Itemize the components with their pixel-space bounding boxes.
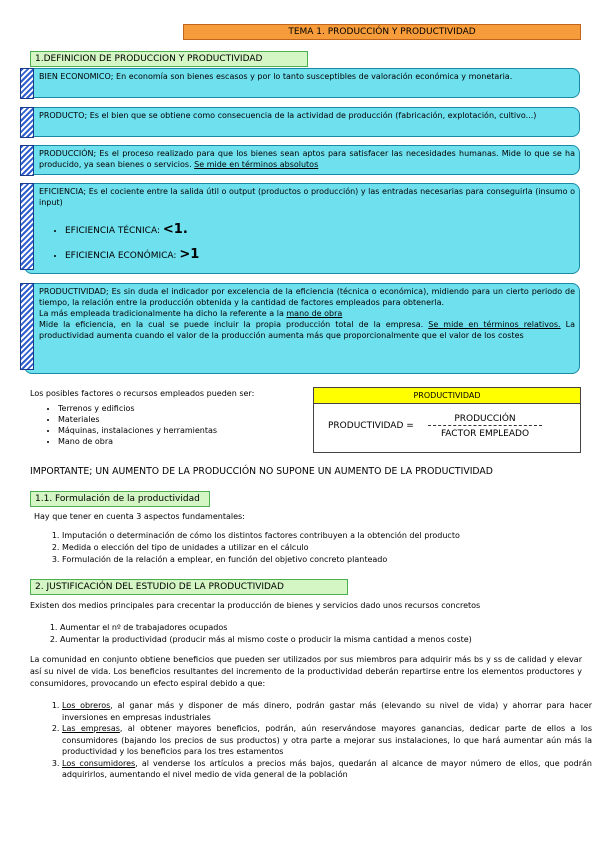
stripe-icon xyxy=(20,183,34,270)
list-item xyxy=(65,218,575,243)
stripe-icon xyxy=(20,107,34,138)
text-empresas: , al obtener mayores beneficios, podrán, aún reservándose mayores ganancias, dedicar parte de ellos a los consumidores (bajando los precios de sus productos) y otra parte a mejorar sus instalaciones, lo que hará aumentar aún más la productividad y los beneficios para los tres estamentos xyxy=(62,724,592,756)
productividad-p2 xyxy=(39,308,575,319)
text-produccion: Es el proceso realizado para que los bienes sean aptos para satisfacer las necesidades humanas. Mide lo que se ha producido, ya sean bienes o servicios. xyxy=(39,149,575,169)
list-item xyxy=(62,723,592,758)
importante-note: IMPORTANTE; UN AUMENTO DE LA PRODUCCIÓN NO SUPONE UN AUMENTO DE LA PRODUCTIVIDAD xyxy=(30,466,493,477)
tecnica-value: <1. xyxy=(162,222,188,237)
section-1-heading: 1.DEFINICION DE PRODUCCION Y PRODUCTIVIDAD xyxy=(30,51,308,67)
factores-block xyxy=(30,389,310,447)
text-bien: En economía son bienes escasos y por lo tanto susceptibles de valoración económica y monetaria. xyxy=(113,72,513,81)
list-item: 1. Aumentar el nº de trabajadores ocupados xyxy=(60,622,590,634)
list-item: • Mano de obra xyxy=(58,436,310,447)
section-2-paragraph: La comunidad en conjunto obtiene beneficios que pueden ser utilizados por sus miembros para adquirir más bs y ss de calidad y elevar así su nivel de vida. Los beneficios resultantes del incremento de la productividad deberán repartirse entre los elementos productores y consumidores, provocando un efecto espiral debido a que: xyxy=(30,655,582,688)
list-item xyxy=(65,243,575,268)
term-eficiencia: EFICIENCIA; xyxy=(39,187,87,196)
productividad-p1 xyxy=(39,286,575,308)
section-1-1-intro: Hay que tener en cuenta 3 aspectos fundamentales: xyxy=(34,512,245,521)
section-1-1-heading: 1.1. Formulación de la productividad xyxy=(30,491,210,507)
term-empresas: Las empresas xyxy=(62,724,120,733)
term-consumidores: Los consumidores xyxy=(62,758,136,768)
list-item: 3. Formulación de la relación a emplear, en función del objetivo concreto planteado xyxy=(62,554,582,566)
list-item: 1. Imputación o determinación de cómo los distintos factores contribuyen a la obtención del producto xyxy=(62,530,582,542)
productividad-text3: Mide la eficiencia, en la cual se puede incluir la propia producción total de la empresa. xyxy=(39,320,429,329)
list-item: 2. Aumentar la productividad (producir más al mismo coste o producir la misma cantidad a menos coste) xyxy=(60,634,590,646)
list-item: • Máquinas, instalaciones y herramientas xyxy=(58,425,310,436)
productividad-formula-box xyxy=(313,387,581,453)
list-item xyxy=(62,758,592,781)
tecnica-label: EFICIENCIA TÉCNICA: xyxy=(65,226,163,236)
stripe-icon xyxy=(20,68,34,99)
term-bien: BIEN ECONOMICO; xyxy=(39,72,114,81)
text-consumidores: , al venderse los artículos a precios más bajos, quedarán al alcance de mayor número de ellos, que podrán adquirirlos, aumentando el nivel medio de vida general de la población xyxy=(62,758,593,779)
formula-box-title: PRODUCTIVIDAD xyxy=(314,388,580,404)
definition-producto xyxy=(24,107,580,137)
eficiencia-list xyxy=(39,218,575,268)
text-obreros: , al ganar más y disponer de más dinero, podrán gastar más (elevando su nivel de vida) y ahorrar para hacer inversiones en empresas industriales xyxy=(62,701,592,722)
definition-bien-economico xyxy=(24,68,580,98)
productividad-text2: La más empleada tradicionalmente ha dicho la referente a la xyxy=(39,309,287,318)
section-1-1-list xyxy=(52,530,582,566)
stripe-icon xyxy=(20,145,34,176)
list-item: • Terrenos y edificios xyxy=(58,403,310,414)
link-mano-de-obra: mano de obra xyxy=(286,309,343,318)
eficiencia-text xyxy=(39,186,575,208)
definition-eficiencia xyxy=(24,183,580,274)
list-item xyxy=(62,700,592,723)
formula-numerator: PRODUCCIÓN xyxy=(428,413,542,426)
economica-value: >1 xyxy=(179,247,200,262)
list-item: • Materiales xyxy=(58,414,310,425)
factores-intro: Los posibles factores o recursos empleados pueden ser: xyxy=(30,389,255,398)
list-item: 2. Medida o elección del tipo de unidades a utilizar en el cálculo xyxy=(62,542,582,554)
factores-list xyxy=(30,403,310,447)
definition-productividad xyxy=(24,283,580,374)
section-2-list xyxy=(50,622,590,646)
productividad-p3 xyxy=(39,319,575,341)
text-eficiencia: Es el cociente entre la salida útil o output (productos o producción) y las entradas necesarias para conseguirla (insumo o input) xyxy=(39,187,575,207)
productividad-text1: Es sin duda el indicador por excelencia de la eficiencia (técnica o económica), midiendo para un cierto periodo de tiempo, la relación entre la producción obtenida y la cantidad de factores empleados para obtenerla. xyxy=(39,287,575,307)
term-productividad: PRODUCTIVIDAD; xyxy=(39,287,109,296)
page-title: TEMA 1. PRODUCCIÓN Y PRODUCTIVIDAD xyxy=(183,24,581,40)
stripe-icon xyxy=(20,283,34,370)
term-obreros: Los obreros xyxy=(62,701,111,710)
term-produccion: PRODUCCIÓN; xyxy=(39,149,97,158)
text-producto: Es el bien que se obtiene como consecuencia de la actividad de producción (fabricación, explotación, cultivo...) xyxy=(87,111,537,120)
section-2-heading: 2. JUSTIFICACIÓN DEL ESTUDIO DE LA PRODUCTIVIDAD xyxy=(30,579,348,595)
definition-produccion xyxy=(24,145,580,175)
link-relativos: Se mide en términos relativos. xyxy=(428,320,561,329)
section-2-intro: Existen dos medios principales para crecentar la producción de bienes y servicios dado unos recursos concretos xyxy=(30,601,481,610)
economica-label: EFICIENCIA ECONÓMICA: xyxy=(65,251,180,261)
formula-denominator: FACTOR EMPLEADO xyxy=(440,429,530,439)
beneficiarios-list xyxy=(52,700,592,781)
formula-lhs: PRODUCTIVIDAD = xyxy=(328,421,414,431)
term-producto: PRODUCTO; xyxy=(39,111,88,120)
link-absolutos: Se mide en términos absolutos xyxy=(194,160,319,169)
productividad-text4: La productividad aumenta cuando el valor de la producción aumenta más que proporcionalmente que el valor de los costes xyxy=(39,320,576,340)
